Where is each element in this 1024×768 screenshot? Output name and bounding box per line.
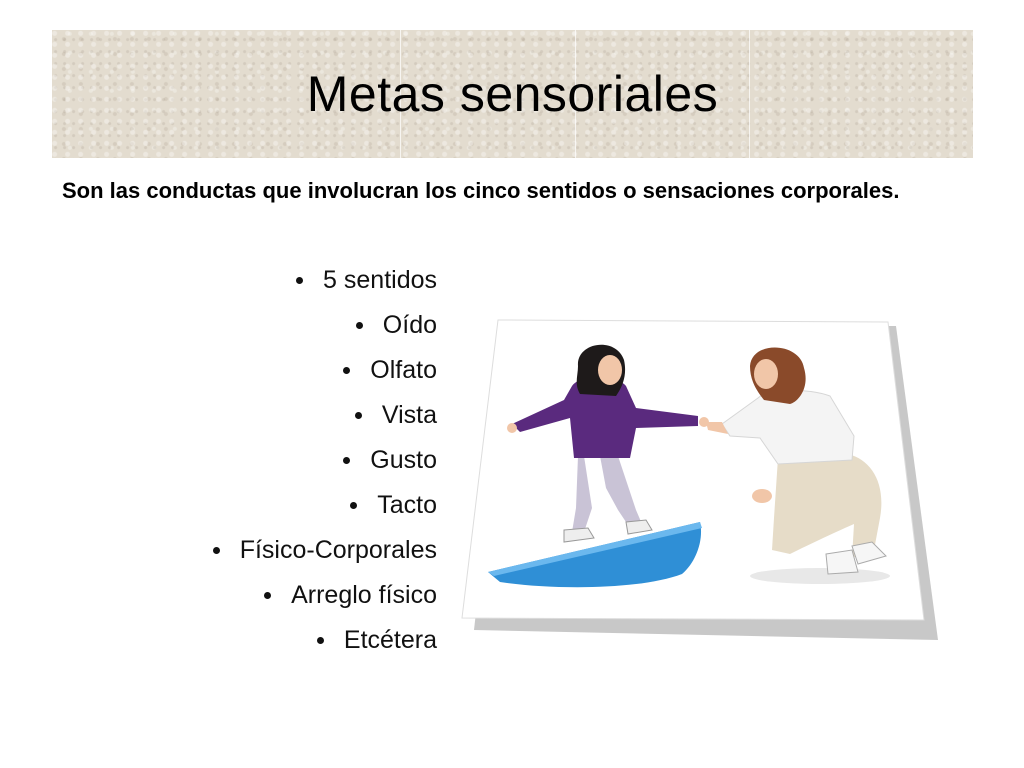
slide-title: Metas sensoriales bbox=[306, 66, 719, 122]
bullet-label: 5 sentidos bbox=[323, 266, 437, 294]
floor-shadow bbox=[750, 568, 890, 584]
bullet-label: Olfato bbox=[370, 356, 437, 384]
bullet-item bbox=[100, 393, 437, 438]
bullet-item bbox=[100, 528, 437, 573]
bullet-dot-icon bbox=[343, 457, 350, 464]
bullet-item bbox=[100, 573, 437, 618]
therapy-photo bbox=[460, 318, 950, 648]
bullet-dot-icon bbox=[343, 367, 350, 374]
bullet-label: Oído bbox=[382, 311, 437, 339]
bullet-item bbox=[100, 483, 437, 528]
bullet-label: Vista bbox=[381, 401, 437, 429]
bullet-dot-icon bbox=[264, 592, 271, 599]
bullet-item bbox=[100, 618, 437, 663]
bullet-item bbox=[100, 438, 437, 483]
intro-text: Son las conductas que involucran los cinco sentidos o sensaciones corporales. bbox=[62, 178, 900, 203]
bullet-label: Tacto bbox=[377, 491, 437, 519]
bullet-dot-icon bbox=[213, 547, 220, 554]
bullet-label: Arreglo físico bbox=[291, 581, 437, 609]
bullet-item bbox=[100, 303, 437, 348]
bullet-list bbox=[100, 258, 437, 663]
title-band bbox=[52, 30, 973, 158]
bullet-dot-icon bbox=[350, 502, 357, 509]
bullet-dot-icon bbox=[317, 637, 324, 644]
bullet-dot-icon bbox=[296, 277, 303, 284]
bullet-dot-icon bbox=[356, 322, 363, 329]
bullet-item bbox=[100, 348, 437, 393]
bullet-dot-icon bbox=[355, 412, 362, 419]
bullet-item bbox=[100, 258, 437, 303]
bullet-label: Etcétera bbox=[343, 626, 437, 654]
bullet-label: Gusto bbox=[370, 446, 437, 474]
bullet-label: Físico-Corporales bbox=[239, 536, 437, 564]
